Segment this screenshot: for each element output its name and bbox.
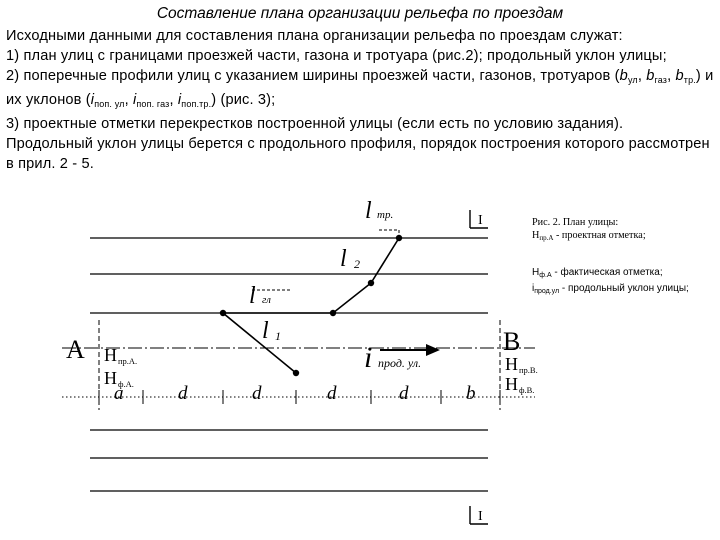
dim-label: a	[114, 383, 124, 404]
caption-i: $i_{прод.ул}$ - продольный уклон улицы;	[532, 283, 689, 295]
label-l-gaz-sub: гл	[262, 294, 271, 306]
tail-text: Продольный уклон улицы берется с продольного профиля, порядок построения которого рассмотрен в прил. 2 - 5.	[6, 136, 710, 172]
label-l-2: l	[340, 246, 347, 272]
label-h-pr-b: H	[505, 354, 518, 374]
intro-line: Исходными данными для составления плана организации рельефа по проездам служат:	[6, 28, 623, 44]
page-title: Составление плана организации рельефа по проездам	[156, 5, 564, 22]
label-h-f-a: H	[104, 368, 117, 388]
label-l-tr: l	[365, 198, 372, 224]
dim-label: d	[399, 383, 409, 404]
section-label-top: I	[478, 213, 483, 228]
dim-label: d	[252, 383, 262, 404]
dim-label: b	[466, 383, 476, 404]
dim-label: d	[178, 383, 188, 404]
body-text	[6, 26, 714, 174]
caption-h-pr: $H_{пр.А}$ - проектная отметка;	[532, 230, 646, 242]
label-l-gaz: l	[249, 283, 256, 309]
label-h-f-a-sub: ф.А.	[118, 379, 134, 389]
section-label-bottom: I	[478, 509, 483, 524]
caption-h-f: $H_{ф.А}$ - фактическая отметка;	[532, 267, 663, 279]
label-h-pr-a-sub: пр.А.	[118, 356, 138, 366]
item-2: 2) поперечные профили улиц с указанием ширины проезжей части, газонов, тротуаров ($b_{ул}$, $b_{газ}$, $b_{тр.}$) и их уклонов ($i_{поп. ул}$, $i_{поп. газ}$, $i_{поп.тр.}$) (рис. 3);	[6, 68, 714, 109]
label-h-pr-a: H	[104, 345, 117, 365]
label-l-1: l	[262, 318, 269, 344]
label-point-b: B	[503, 327, 521, 356]
label-l-tr-sub: тр.	[377, 209, 394, 221]
label-i-prod-sub: прод. ул.	[378, 356, 422, 370]
label-point-a: A	[66, 335, 85, 364]
label-h-f-b-sub: ф.В.	[519, 385, 535, 395]
slope-arrow-head	[426, 344, 440, 356]
item-1: 1) план улиц с границами проезжей части, газона и тротуара (рис.2); продольный уклон улицы;	[6, 48, 667, 64]
label-l-1-sub: 1	[275, 329, 281, 343]
street-plan-figure	[0, 190, 720, 540]
label-l-2-sub: 2	[354, 257, 360, 271]
item-3: 3) проектные отметки перекрестков построенной улицы (если есть по условию задания).	[6, 116, 624, 132]
construction-points	[220, 235, 402, 376]
dim-label: d	[327, 383, 337, 404]
label-h-pr-b-sub: пр.В.	[519, 365, 538, 375]
label-h-f-b: H	[505, 374, 518, 394]
caption-title: Рис. 2. План улицы:	[532, 217, 619, 228]
label-i-prod: i	[364, 341, 373, 374]
